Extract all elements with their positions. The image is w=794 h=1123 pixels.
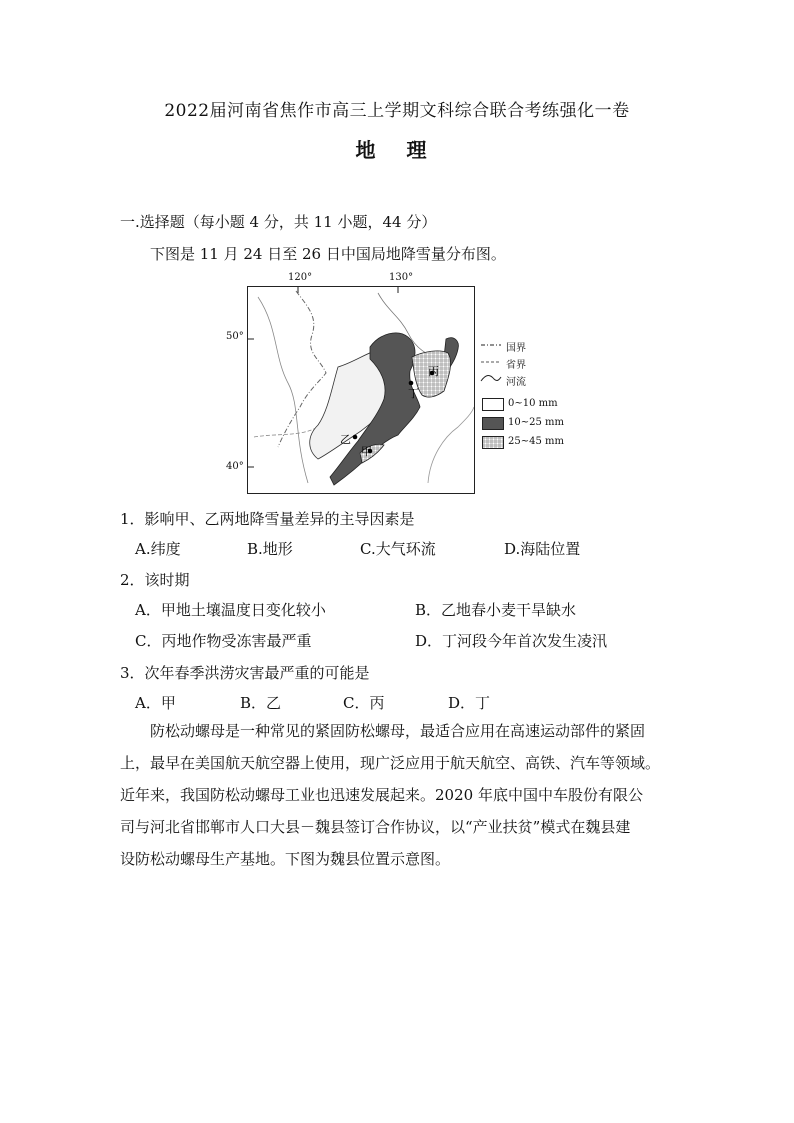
legend-province-border: 省界: [506, 360, 526, 371]
legend-river: 河流: [506, 377, 526, 388]
place-dot-yi: [353, 435, 358, 440]
section-heading: 一.选择题（每小题 4 分，共 11 小题，44 分）: [120, 213, 437, 231]
lon-label-130: 130°: [389, 272, 414, 283]
question-intro: 下图是 11 月 24 日至 26 日中国局地降雪量分布图。: [150, 245, 506, 263]
legend-national-border: 国界: [506, 343, 526, 354]
q3-option-a: A．甲: [135, 694, 176, 712]
q2-option-a: A．甲地土壤温度日变化较小: [135, 601, 326, 619]
legend-swatch-25-45: [482, 436, 504, 449]
q2-option-d: D．丁河段今年首次发生凌汛: [415, 632, 608, 650]
province-border-line: [258, 297, 308, 483]
passage-line-5: 设防松动螺母生产基地。下图为魏县位置示意图。: [120, 850, 451, 868]
lat-label-50: 50°: [226, 331, 244, 342]
subject-title: 地 理: [355, 138, 439, 162]
q1-option-c: C.大气环流: [360, 540, 436, 558]
q2-option-b: B．乙地春小麦干旱缺水: [415, 601, 577, 619]
legend-swatch-10-25: [482, 417, 504, 430]
document-title: 2022届河南省焦作市高三上学期文科综合联合考练强化一卷: [164, 101, 630, 121]
snowfall-map-svg: [248, 287, 474, 493]
place-label-ding: 丁: [408, 387, 419, 400]
passage-line-3: 近年来，我国防松动螺母工业也迅速发展起来。2020 年底中国中车股份有限公: [120, 786, 643, 804]
place-dot-ding: [409, 381, 414, 386]
province-border-icon: [480, 356, 502, 368]
legend-bin-10-25: 10~25 mm: [508, 417, 564, 428]
q1-option-b: B.地形: [247, 540, 293, 558]
lon-label-120: 120°: [288, 272, 313, 283]
q3-option-b: B．乙: [240, 694, 282, 712]
map-frame: [247, 286, 475, 494]
coast-line: [428, 407, 474, 483]
river-icon: [480, 372, 502, 384]
passage-line-1: 防松动螺母是一种常见的紧固防松螺母，最适合应用在高速运动部件的紧固: [150, 722, 646, 740]
question-2-stem: 2．该时期: [120, 571, 190, 589]
legend-bin-25-45: 25~45 mm: [508, 436, 564, 447]
q1-option-d: D.海陆位置: [504, 540, 581, 558]
passage-line-4: 司与河北省邯郸市人口大县－魏县签订合作协议，以“产业扶贫”模式在魏县建: [120, 818, 631, 836]
passage-line-2: 上，最早在美国航天航空器上使用，现广泛应用于航天航空、高铁、汽车等领域。: [120, 754, 661, 772]
lat-label-40: 40°: [226, 461, 244, 472]
place-label-bing: 丙: [428, 365, 439, 378]
q3-option-d: D．丁: [448, 694, 491, 712]
question-1-stem: 1．影响甲、乙两地降雪量差异的主导因素是: [120, 510, 415, 528]
legend-swatch-0-10: [482, 398, 504, 411]
question-3-stem: 3．次年春季洪涝灾害最严重的可能是: [120, 664, 370, 682]
legend-bin-0-10: 0~10 mm: [508, 398, 558, 409]
q3-option-c: C．丙: [343, 694, 385, 712]
q2-option-c: C．丙地作物受冻害最严重: [135, 632, 312, 650]
place-label-yi: 乙: [340, 433, 351, 446]
national-border-icon: [480, 339, 502, 351]
q1-option-a: A.纬度: [135, 540, 181, 558]
place-label-jia: 甲: [361, 445, 372, 458]
